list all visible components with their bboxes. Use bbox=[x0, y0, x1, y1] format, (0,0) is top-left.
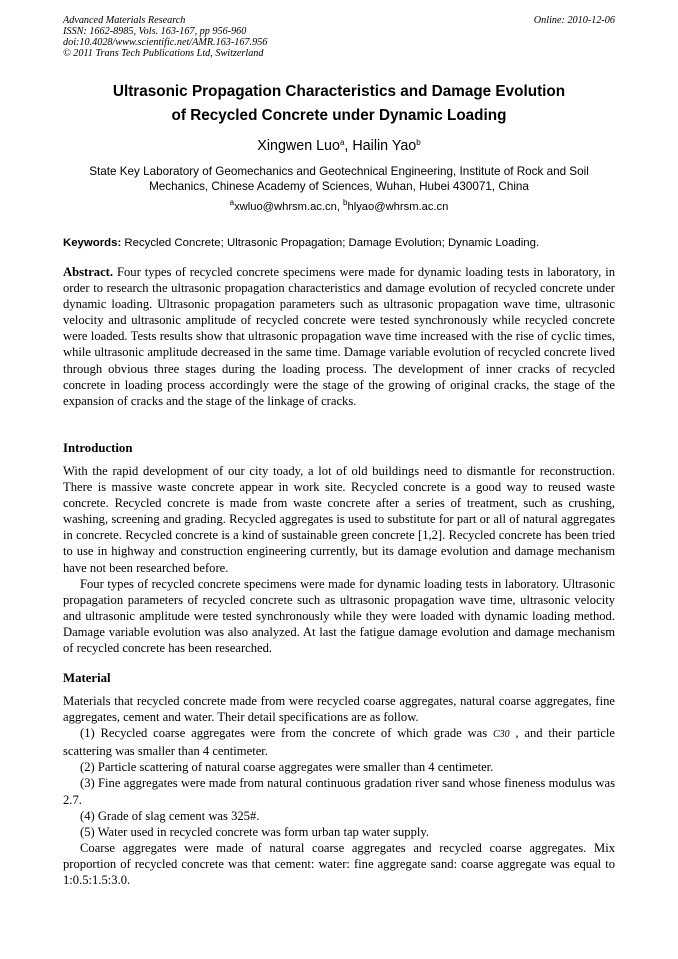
keywords-label: Keywords: bbox=[63, 237, 122, 249]
email-link[interactable]: hlyao@whrsm.ac.cn bbox=[347, 201, 449, 213]
section-heading-introduction: Introduction bbox=[63, 441, 133, 455]
author-list bbox=[40, 137, 638, 155]
email-link[interactable]: xwluo@whrsm.ac.cn bbox=[234, 201, 337, 213]
paper-title bbox=[40, 80, 638, 128]
issn-line: ISSN: 1662-8985, Vols. 163-167, pp 956-960 bbox=[63, 26, 247, 37]
abstract-text: Four types of recycled concrete specimens were made for dynamic loading tests in laboratory, in order to research the ultrasonic propagation characteristics and damage evolution of recycled concrete under dynamic loading. Ultrasonic propagation parameters such as ultrasonic propagation wave time, ultrasonic velocity and ultrasonic amplitude of recycled concrete were tested synchronously while recycled concrete were loaded. Tests results show that ultrasonic propagation wave time increased with the rise of cyclic times, while ultrasonic amplitude decreased in the same time. Damage variable evolution of recycled concrete lived through obvious three stages during the loading process. The development of inner cracks of recycled concrete in loading process accordingly were the stage of the growing of original cracks, the stage of the expansion of cracks and the stage of the linkage of cracks. bbox=[63, 265, 615, 408]
journal-name: Advanced Materials Research bbox=[63, 15, 186, 26]
section-heading-material: Material bbox=[63, 671, 111, 685]
list-item: (5) Water used in recycled concrete was form urban tap water supply. bbox=[80, 824, 430, 839]
doi-line: doi:10.4028/www.scientific.net/AMR.163-167.956 bbox=[63, 37, 268, 48]
paragraph: Four types of recycled concrete specimens were made for dynamic loading tests in laboratory. Ultrasonic propagation parameters of recycled concrete such as ultrasonic propagation wave time, ultrasonic velocity and ultrasonic amplitude were tested synchronously while they were loaded with dynamic loading method. Damage variable evolution was also analyzed. At last the fatigue damage evolution and damage mechanism of recycled concrete has been researched. bbox=[63, 576, 615, 656]
affiliation-line-1: State Key Laboratory of Geomechanics and Geotechnical Engineering, Institute of Rock and Soil bbox=[89, 165, 589, 178]
abstract-label: Abstract. bbox=[63, 265, 114, 279]
list-item: (4) Grade of slag cement was 325#. bbox=[80, 808, 260, 823]
introduction-body bbox=[63, 463, 615, 656]
keywords-text: Recycled Concrete; Ultrasonic Propagation; Damage Evolution; Dynamic Loading. bbox=[124, 237, 540, 249]
email-affil-mark: a bbox=[229, 198, 235, 207]
list-item: (2) Particle scattering of natural coarse aggregates were smaller than 4 centimeter. bbox=[80, 760, 494, 775]
keywords bbox=[63, 236, 616, 250]
list-item-text: (1) Recycled coarse aggregates were from the concrete of which grade was bbox=[80, 726, 493, 741]
affiliation bbox=[40, 164, 638, 194]
author-separator: , bbox=[344, 138, 353, 154]
paragraph: With the rapid development of our city toady, a lot of old buildings need to dismantle for reconstruction. There is massive waste concrete appear in work site. Recycled concrete is a good way to reused waste concrete. Recycled concrete is made from waste concrete after a series of treatment, such as crushing, washing, screening and grading. Recycled aggregates is used to substitute for part or all of natural aggregates in concrete. Recycled concrete is a kind of sustainable green concrete [1,2]. Recycled concrete has been tried to use in highway and construction engineering currently, but its damage evolution and damage mechanism have not been researched before. bbox=[63, 464, 615, 575]
list-item: (3) Fine aggregates were made from natural continuous gradation river sand whose fineness modulus was 2.7. bbox=[63, 776, 615, 807]
list-item bbox=[63, 725, 615, 759]
author-affil-mark: a bbox=[339, 138, 345, 147]
author-name: Xingwen Luo bbox=[257, 138, 340, 154]
concrete-grade: C30 bbox=[492, 729, 510, 741]
affiliation-line-2: Mechanics, Chinese Academy of Sciences, Wuhan, Hubei 430071, China bbox=[149, 180, 529, 193]
online-date: Online: 2010-12-06 bbox=[533, 15, 615, 26]
abstract bbox=[63, 264, 615, 409]
material-body bbox=[63, 693, 615, 888]
paragraph: Coarse aggregates were made of natural coarse aggregates and recycled coarse aggregates. Mix proportion of recycled concrete was that cement: water: fine aggregate sand: coarse aggregate was equal to 1:0.5:1.5:3.0. bbox=[63, 840, 615, 888]
author-name: Hailin Yao bbox=[352, 138, 417, 154]
email-affil-mark: b bbox=[343, 198, 348, 207]
author-emails bbox=[40, 200, 638, 214]
author-affil-mark: b bbox=[416, 138, 421, 147]
list-item-text: , and their particle scattering was smaller than 4 centimeter. bbox=[63, 726, 615, 759]
title-line-2: of Recycled Concrete under Dynamic Loading bbox=[171, 107, 507, 124]
journal-header bbox=[63, 15, 267, 59]
copyright-line: © 2011 Trans Tech Publications Ltd, Switzerland bbox=[63, 48, 264, 59]
email-separator: , bbox=[336, 201, 344, 213]
paragraph: Materials that recycled concrete made from were recycled coarse aggregates, natural coarse aggregates, fine aggregates, cement and water. Their detail specifications are as follow. bbox=[63, 694, 615, 725]
title-line-1: Ultrasonic Propagation Characteristics and Damage Evolution bbox=[112, 83, 566, 100]
